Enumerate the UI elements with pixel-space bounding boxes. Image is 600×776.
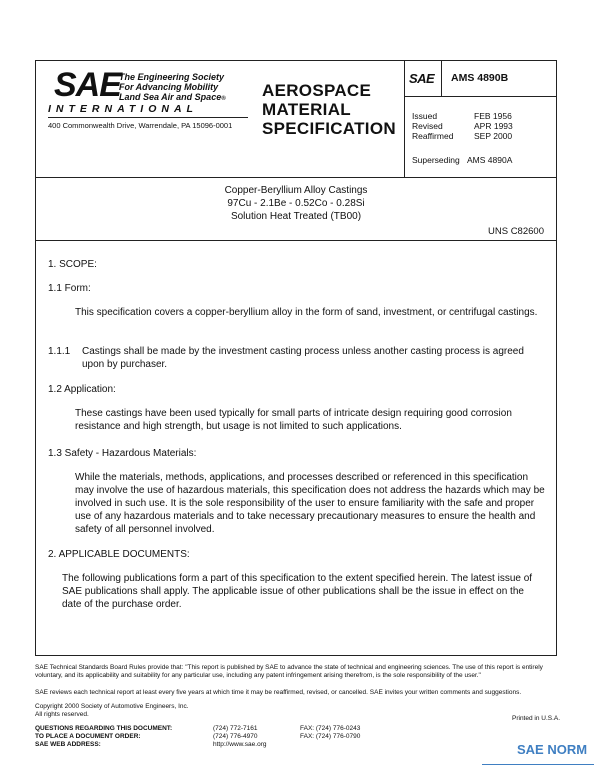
issued-value: FEB 1956 bbox=[474, 111, 512, 121]
address: 400 Commonwealth Drive, Warrendale, PA 15096-0001 bbox=[48, 121, 233, 130]
footer-order-fax: FAX: (724) 776-0790 bbox=[300, 733, 361, 740]
superseding-label: Superseding bbox=[412, 155, 460, 165]
header-divider bbox=[35, 177, 557, 178]
doc-number: AMS 4890B bbox=[451, 72, 509, 84]
sae-norm-logo bbox=[482, 740, 598, 770]
reaffirmed-value: SEP 2000 bbox=[474, 131, 513, 141]
issued-label: Issued bbox=[412, 111, 438, 121]
title-line-2: 97Cu - 2.1Be - 0.52Co - 0.28Si bbox=[227, 198, 365, 209]
title-line-1: Copper-Beryllium Alloy Castings bbox=[224, 185, 368, 196]
footer-rights: All rights reserved. bbox=[35, 711, 89, 718]
doc-type-line-1: AEROSPACE bbox=[262, 81, 372, 100]
revised-label: Revised bbox=[412, 121, 443, 131]
section-1-2-text: These castings have been used typically for small parts of intricate design requiring good corrosion resistance and high strength, but usage is not limited to such applications. bbox=[75, 408, 512, 432]
doc-type-line-2: MATERIAL bbox=[262, 100, 351, 119]
section-1-2-heading: 1.2 Application: bbox=[48, 384, 116, 395]
uns-number: UNS C82600 bbox=[488, 226, 544, 237]
footer-questions-fax: FAX: (724) 776-0243 bbox=[300, 725, 361, 732]
international-label: INTERNATIONAL bbox=[48, 103, 198, 115]
tagline-3: Land Sea Air and Space® bbox=[119, 92, 226, 102]
section-1-1-heading: 1.1 Form: bbox=[48, 283, 91, 294]
tagline-1: The Engineering Society bbox=[119, 72, 225, 82]
footer-review-note: SAE reviews each technical report at least every five years at which time it may be reaffirmed, revised, or cancelled. SAE invites your written comments and suggestions. bbox=[35, 689, 522, 696]
doc-type-line-3: SPECIFICATION bbox=[262, 119, 396, 138]
sae-norm-text: SAE NORM bbox=[517, 742, 588, 757]
meta-divider-v bbox=[404, 60, 405, 178]
meta-divider-h bbox=[404, 96, 557, 97]
section-2-heading: 2. APPLICABLE DOCUMENTS: bbox=[48, 549, 190, 560]
reaffirmed-label: Reaffirmed bbox=[412, 131, 454, 141]
section-1-1-1-text: Castings shall be made by the investment casting process unless another casting process is agreed upon by purchaser. bbox=[82, 346, 524, 370]
title-divider bbox=[35, 240, 557, 241]
section-1-heading: 1. SCOPE: bbox=[48, 259, 97, 270]
sae-norm-rule bbox=[482, 764, 594, 765]
footer-order-tel: (724) 776-4970 bbox=[213, 733, 258, 740]
section-1-3-text: While the materials, methods, applications, and processes described or referenced in this specification may involve the use of hazardous materials, this specification does not address the hazards which may be involved in such use. It is the sole responsibility of the user to ensure familiarity with the safe and proper use of any hazardous materials and to take necessary precautionary measures to ensure the health and safety of all personnel involved. bbox=[75, 472, 545, 535]
section-2-text: The following publications form a part of this specification to the extent specified herein. The latest issue of SAE publications shall apply. The applicable issue of other publications shall be the issue in effect on the date of the purchase order. bbox=[62, 573, 533, 610]
superseding-value: AMS 4890A bbox=[467, 155, 513, 165]
footer-copyright: Copyright 2000 Society of Automotive Engineers, Inc. bbox=[35, 703, 189, 710]
section-1-3-heading: 1.3 Safety - Hazardous Materials: bbox=[48, 448, 197, 459]
revised-value: APR 1993 bbox=[474, 121, 513, 131]
small-sae-logo: SAE bbox=[409, 71, 435, 86]
footer-printed: Printed in U.S.A. bbox=[512, 715, 561, 722]
footer-web-label: SAE WEB ADDRESS: bbox=[35, 741, 101, 748]
section-1-1-1-number: 1.1.1 bbox=[48, 346, 71, 357]
logo-rule bbox=[48, 117, 248, 118]
tagline-2: For Advancing Mobility bbox=[119, 82, 219, 92]
footer-disclaimer: SAE Technical Standards Board Rules provide that: "This report is published by SAE to advance the state of technical and engineering sciences. The use of this report is entirely voluntary, and its applicability and suitability for any particular use, including any patent infringement arising therefrom, is the sole responsibility of the user." bbox=[35, 664, 543, 679]
footer-questions-tel: (724) 772-7161 bbox=[213, 725, 258, 732]
meta-logo-divider bbox=[441, 60, 442, 96]
footer-order-label: TO PLACE A DOCUMENT ORDER: bbox=[35, 733, 141, 740]
title-line-3: Solution Heat Treated (TB00) bbox=[230, 211, 362, 222]
sae-logo: SAE bbox=[54, 66, 121, 104]
footer-web-url[interactable]: http://www.sae.org bbox=[213, 741, 267, 748]
section-1-1-text: This specification covers a copper-beryllium alloy in the form of sand, investment, or centrifugal castings. bbox=[75, 307, 538, 318]
footer-questions-label: QUESTIONS REGARDING THIS DOCUMENT: bbox=[35, 725, 173, 732]
